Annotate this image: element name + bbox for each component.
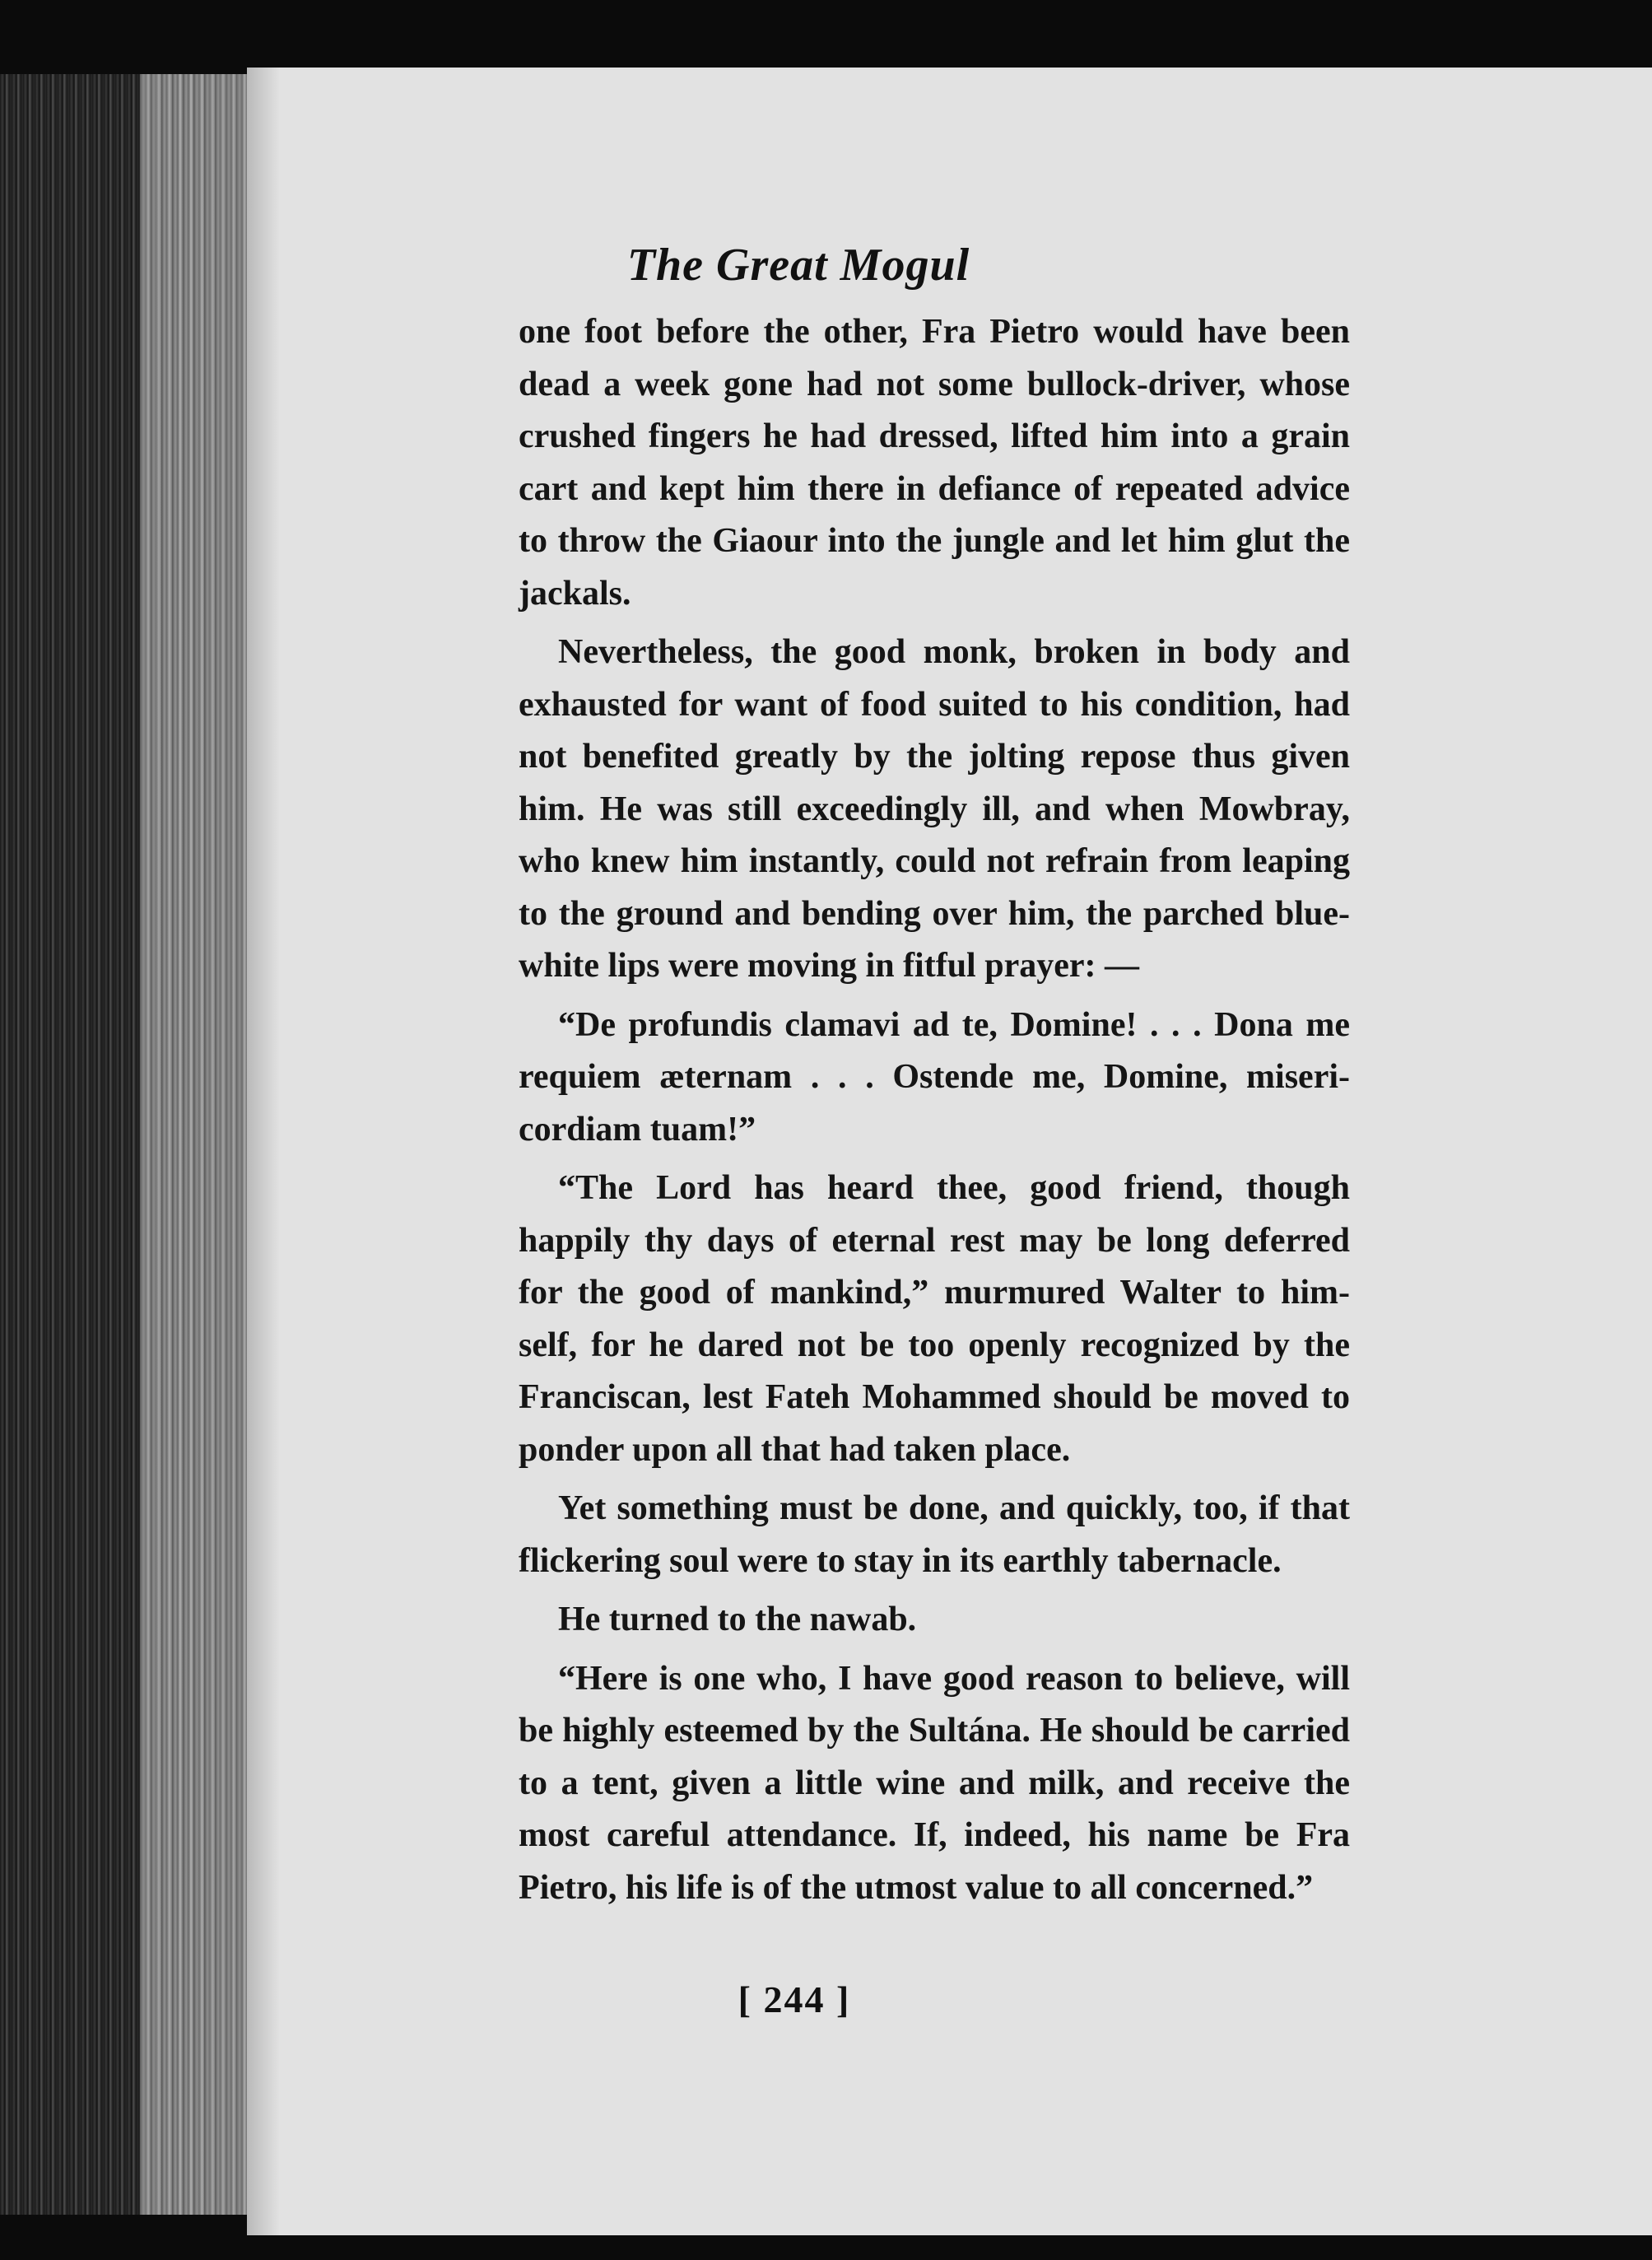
book-page-edges <box>0 74 247 2215</box>
paragraph-7: “Here is one who, I have good reason to believe, will be highly esteemed by the Sultána. He should be carried to a tent, given a little wine and milk, and receive the most careful attendance. If, indeed, his name be Fra Pietro, his life is of the utmost value to all concerned.” <box>519 1659 1350 1907</box>
running-head: The Great Mogul <box>626 240 970 291</box>
scan-bottom-border <box>0 2235 1652 2260</box>
book-page <box>247 68 1652 2235</box>
paragraph-2: Nevertheless, the good monk, broken in body and exhausted for want of food suited to his condition, had not benefited greatly by the jolting repose thus given him. He was still exceedingly ill, and when Mowbray, who knew him instantly, could not refrain from leaping to the ground and bending over him, the parched blue-white lips were moving in fitful prayer: — <box>519 633 1350 985</box>
paragraph-3: “De profundis clamavi ad te, Domine! . . . Dona me requiem æternam . . . Ostende me, Domine, miseri-cordiam tuam!” <box>519 1005 1350 1149</box>
paragraph-4: “The Lord has heard thee, good friend, though happily thy days of eternal rest may be long deferred for the good of mankind,” murmured Walter to him-self, for he dared not be too openly recognized by the Franciscan, lest Fateh Mohammed should be moved to ponder upon all that had taken place. <box>519 1169 1350 1469</box>
paragraph-5: Yet something must be done, and quickly, too, if that flickering soul were to stay in its earthly tabernacle. <box>519 1489 1350 1580</box>
paragraph-6: He turned to the nawab. <box>558 1601 917 1638</box>
body-text <box>519 306 1350 1921</box>
paragraph-1: one foot before the other, Fra Pietro would have been dead a week gone had not some bullock-driver, whose crushed fingers he had dressed, lifted him into a grain cart and kept him there in defiance of repeated advice to throw the Giaour into the jungle and let him glut the jackals. <box>519 313 1350 613</box>
page-number: [ 244 ] <box>738 1978 851 2020</box>
